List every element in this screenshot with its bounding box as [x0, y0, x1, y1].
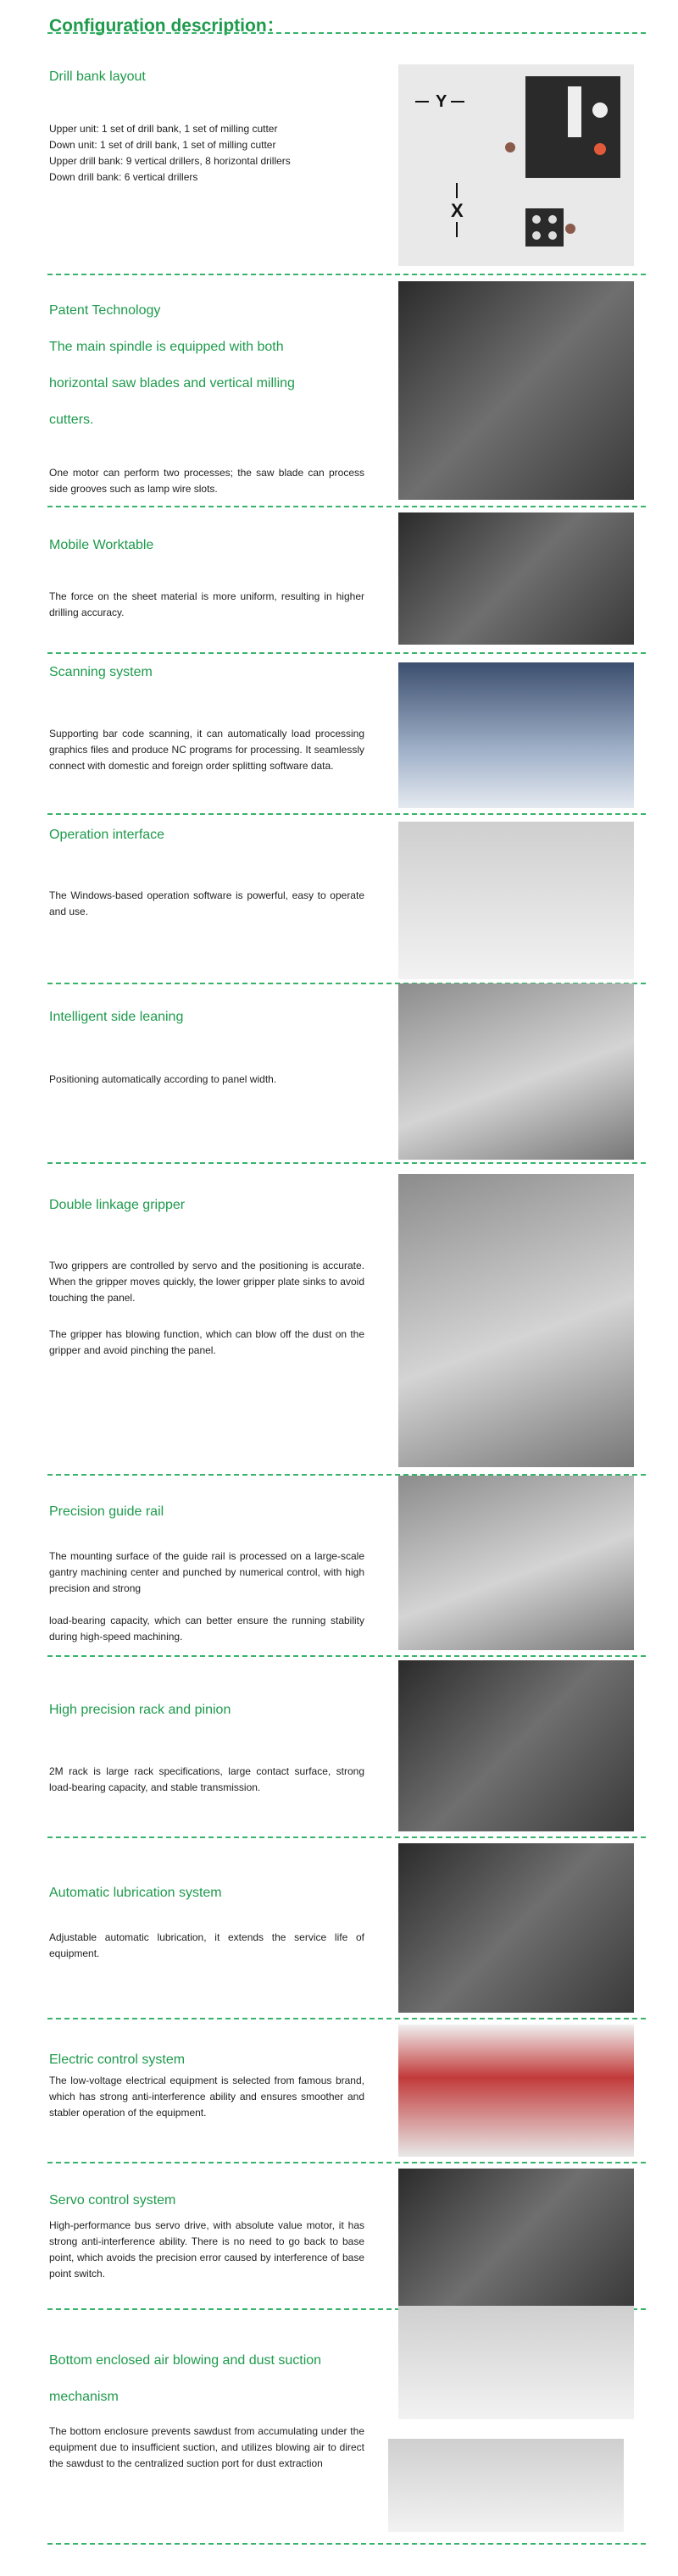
servo-drive-photo [398, 2169, 634, 2306]
drill-bank-line-2: Down unit: 1 set of drill bank, 1 set of milling cutter [49, 139, 276, 151]
worktable-photo [398, 512, 634, 645]
operation-text: The Windows-based operation software is powerful, easy to operate and use. [49, 889, 364, 917]
electric-cabinet-photo [398, 2025, 634, 2157]
side-leaning-text: Positioning automatically according to panel width. [49, 1073, 277, 1085]
section-title-worktable: Mobile Worktable [49, 538, 154, 552]
enclosure-render-bottom [388, 2439, 624, 2532]
servo-text: High-performance bus servo drive, with absolute value motor, it has strong anti-interference ability. There is no need to go back to base point, which avoids the precision error caused by interference of base point switch. [49, 2219, 364, 2280]
page-title: Configuration description： [49, 16, 285, 36]
patent-title-line-2: The main spindle is equipped with both [49, 340, 284, 354]
air-blowing-title-line-2: mechanism [49, 2390, 119, 2404]
section-title-lubrication: Automatic lubrication system [49, 1886, 222, 1900]
y-axis-label: Y [436, 92, 447, 111]
divider [47, 1836, 646, 1838]
patent-title-line-3: horizontal saw blades and vertical milling [49, 376, 295, 391]
divider [47, 32, 646, 34]
patent-title-line-4: cutters. [49, 413, 94, 427]
operation-screen-photo [398, 822, 634, 979]
section-title-air-blowing [49, 2342, 371, 2415]
patent-text: One motor can perform two processes; the saw blade can process side grooves such as lamp wire slots. [49, 467, 364, 495]
section-title-scanning: Scanning system [49, 665, 153, 679]
drill-bank-line-4: Down drill bank: 6 vertical drillers [49, 171, 198, 183]
section-title-rack-pinion: High precision rack and pinion [49, 1703, 231, 1717]
guide-rail-text: The mounting surface of the guide rail is processed on a large-scale gantry machining center and punched by numerical control, with high precision and strong [49, 1550, 364, 1594]
lubrication-photo [398, 1843, 634, 2013]
divider [47, 813, 646, 815]
worktable-text: The force on the sheet material is more uniform, resulting in higher drilling accuracy. [49, 590, 364, 618]
section-title-operation: Operation interface [49, 828, 165, 842]
electric-text: The low-voltage electrical equipment is selected from famous brand, which has strong anti-interference ability and ensures smoother and stabler operation of the equipment. [49, 2075, 364, 2119]
drill-bank-line-3: Upper drill bank: 9 vertical drillers, 8 horizontal drillers [49, 155, 291, 167]
divider [47, 1162, 646, 1164]
guide-rail-photo [398, 1476, 634, 1650]
x-axis-label: X [451, 200, 464, 221]
drill-bank-diagram [398, 64, 634, 266]
section-title-drill-bank: Drill bank layout [49, 69, 146, 84]
section-title-electric: Electric control system [49, 2052, 186, 2067]
divider [47, 506, 646, 507]
section-title-patent [49, 292, 371, 438]
section-title-side-leaning: Intelligent side leaning [49, 1010, 184, 1024]
drill-bank-line-1: Upper unit: 1 set of drill bank, 1 set of milling cutter [49, 123, 278, 135]
lubrication-text: Adjustable automatic lubrication, it extends the service life of equipment. [49, 1931, 364, 1959]
divider [47, 2543, 646, 2545]
patent-title-line-1: Patent Technology [49, 303, 161, 318]
gripper-photo [398, 1174, 634, 1467]
enclosure-render-top [398, 2306, 634, 2419]
scanning-text: Supporting bar code scanning, it can automatically load processing graphics files and produce NC programs for processing. It seamlessly connect with domestic and foreign order splitting software data. [49, 728, 364, 772]
divider [47, 652, 646, 654]
gripper-text-2: The gripper has blowing function, which can blow off the dust on the gripper and avoid pinching the panel. [49, 1328, 364, 1356]
section-title-guide-rail: Precision guide rail [49, 1504, 164, 1519]
divider [47, 1655, 646, 1657]
divider [47, 2018, 646, 2019]
spindle-photo [398, 281, 634, 500]
section-title-servo: Servo control system [49, 2193, 176, 2208]
scanning-photo [398, 662, 634, 808]
divider [47, 274, 646, 275]
air-blowing-text: The bottom enclosure prevents sawdust from accumulating under the equipment due to insufficient suction, and utilizes blowing air to direct the sawdust to the centralized suction port for dust extraction [49, 2425, 364, 2469]
air-blowing-title-line-1: Bottom enclosed air blowing and dust suction [49, 2353, 322, 2368]
divider [47, 2162, 646, 2163]
section-title-gripper: Double linkage gripper [49, 1198, 186, 1212]
gripper-text: Two grippers are controlled by servo and the positioning is accurate. When the gripper moves quickly, the lower gripper plate sinks to avoid touching the panel. [49, 1260, 364, 1304]
rack-pinion-photo [398, 1660, 634, 1831]
guide-rail-text-2: load-bearing capacity, which can better ensure the running stability during high-speed machining. [49, 1615, 364, 1643]
rack-pinion-text: 2M rack is large rack specifications, large contact surface, strong load-bearing capacity, and stable transmission. [49, 1765, 364, 1793]
side-leaning-photo [398, 983, 634, 1160]
